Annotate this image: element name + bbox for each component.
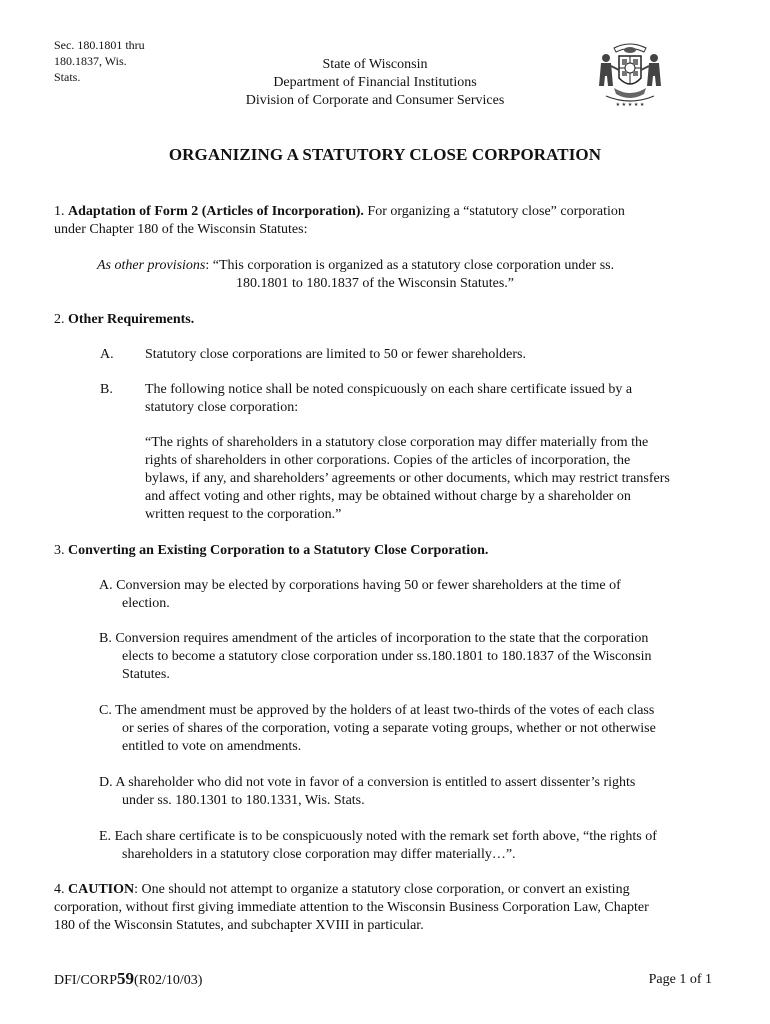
section-number: 3.: [54, 543, 65, 558]
item-line: entitled to vote on amendments.: [122, 739, 302, 754]
item-first-line: [99, 774, 719, 792]
section-heading: Other Requirements.: [68, 312, 195, 327]
section-number: 4.: [54, 882, 65, 897]
item-line: statutory close corporation:: [145, 400, 299, 415]
item-line: Each share certificate is to be conspicuously noted with the remark set forth above, “the rights of: [114, 829, 657, 844]
item-line: shareholders in a statutory close corporation may differ materially…”.: [122, 847, 516, 862]
section-reference-line: Stats.: [54, 70, 81, 84]
provision-text: : “This corporation is organized as a statutory close corporation under ss.: [205, 258, 615, 273]
notice-line: and affect voting and other rights, may be obtained without charge by a shareholder on: [145, 489, 631, 504]
agency-header: [200, 56, 550, 110]
section-1-first-line: [54, 203, 714, 221]
list-item: [0, 346, 770, 364]
item-text: [145, 381, 715, 417]
item-first-line: [99, 630, 719, 648]
section-3-heading: [54, 542, 714, 560]
state-name: State of Wisconsin: [322, 57, 428, 72]
provision-first-line: [97, 257, 717, 275]
section-number: 2.: [54, 312, 65, 327]
form-revision: (R02/10/03): [134, 973, 203, 988]
section-heading: Converting an Existing Corporation to a Statutory Close Corporation.: [68, 543, 489, 558]
notice-line: written request to the corporation.”: [145, 507, 342, 522]
item-line: Conversion may be elected by corporations having 50 or fewer shareholders at the time of: [116, 578, 621, 593]
item-letter: A.: [100, 347, 114, 362]
wisconsin-state-seal-icon: [592, 40, 668, 108]
item-letter: B.: [100, 382, 113, 397]
item-line: elects to become a statutory close corporation under ss.180.1801 to 180.1837 of the Wisconsin: [122, 649, 652, 664]
section-4-first-line: [54, 881, 714, 899]
svg-text:★ ★ ★ ★ ★: ★ ★ ★ ★ ★: [615, 102, 645, 108]
section-text: 180 of the Wisconsin Statutes, and subchapter XVIII in particular.: [54, 918, 424, 933]
section-2-heading: [54, 311, 714, 329]
section-reference-line: Sec. 180.1801 thru: [54, 38, 145, 52]
item-letter: C.: [99, 703, 112, 718]
item-text: Statutory close corporations are limited to 50 or fewer shareholders.: [145, 347, 526, 362]
form-number-bold: 59: [117, 969, 135, 988]
form-prefix: DFI/CORP: [54, 973, 118, 988]
section-1: [54, 203, 714, 239]
certificate-notice: [145, 434, 745, 524]
section-text: under Chapter 180 of the Wisconsin Statutes:: [54, 222, 308, 237]
provision-text: 180.1801 to 180.1837 of the Wisconsin Statutes.”: [236, 276, 514, 291]
document-title: ORGANIZING A STATUTORY CLOSE CORPORATION: [168, 145, 602, 164]
item-first-line: [99, 702, 719, 720]
caution-heading: CAUTION: [68, 882, 135, 897]
section-heading: Adaptation of Form 2 (Articles of Incorporation).: [68, 204, 364, 219]
list-item: [99, 828, 719, 864]
list-item: [99, 774, 719, 810]
item-letter: E.: [99, 829, 112, 844]
item-line: under ss. 180.1301 to 180.1331, Wis. Stats.: [122, 793, 365, 808]
list-item: [99, 577, 719, 613]
item-line: election.: [122, 596, 170, 611]
section-reference-line: 180.1837, Wis.: [54, 54, 127, 68]
department-name: Department of Financial Institutions: [273, 75, 477, 90]
item-line: or series of shares of the corporation, voting a separate voting groups, whether or not otherwise: [122, 721, 656, 736]
section-text: For organizing a “statutory close” corporation: [367, 204, 625, 219]
item-first-line: [99, 828, 719, 846]
item-line: A shareholder who did not vote in favor of a conversion is entitled to assert dissenter’s rights: [115, 775, 636, 790]
section-4: [54, 881, 714, 935]
section-reference: [54, 37, 164, 85]
item-line: Statutes.: [122, 667, 170, 682]
form-number: [54, 970, 202, 990]
list-item: [99, 702, 719, 756]
provision-block: [97, 257, 717, 293]
item-first-line: [99, 577, 719, 595]
page-number: Page 1 of 1: [648, 972, 712, 987]
section-text: corporation, without first giving immediate attention to the Wisconsin Business Corporation Law, Chapter: [54, 900, 649, 915]
provision-label: As other provisions: [97, 258, 206, 273]
item-line: The amendment must be approved by the holders of at least two-thirds of the votes of each class: [115, 703, 655, 718]
item-line: Conversion requires amendment of the articles of incorporation to the state that the corporation: [115, 631, 649, 646]
item-letter: B.: [99, 631, 112, 646]
item-letter: D.: [99, 775, 113, 790]
notice-line: “The rights of shareholders in a statutory close corporation may differ materially from the: [145, 435, 649, 450]
notice-line: bylaws, if any, and shareholders’ agreements or other documents, which may restrict transfers: [145, 471, 670, 486]
list-item: [99, 630, 719, 684]
section-number: 1.: [54, 204, 65, 219]
list-item: [0, 381, 770, 421]
notice-line: rights of shareholders in other corporations. Copies of the articles of incorporation, the: [145, 453, 631, 468]
item-line: The following notice shall be noted conspicuously on each share certificate issued by a: [145, 382, 633, 397]
section-text: : One should not attempt to organize a statutory close corporation, or convert an existing: [134, 882, 630, 897]
item-letter: A.: [99, 578, 113, 593]
division-name: Division of Corporate and Consumer Services: [245, 93, 505, 108]
